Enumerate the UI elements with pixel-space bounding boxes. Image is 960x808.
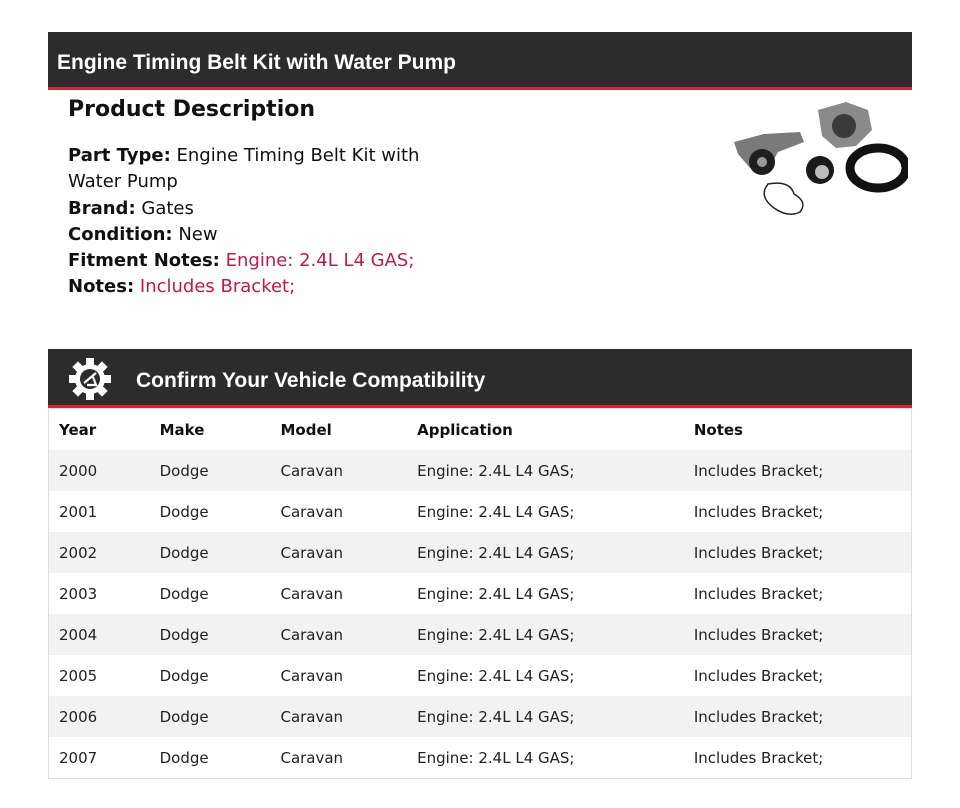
table-row bbox=[49, 532, 912, 573]
cell-make: Dodge bbox=[159, 584, 209, 603]
cell-make: Dodge bbox=[150, 696, 271, 737]
cell-notes: Includes Bracket; bbox=[693, 584, 824, 603]
cell-make: Dodge bbox=[150, 450, 271, 491]
cell-year: 2003 bbox=[59, 584, 98, 603]
cell-notes: Includes Bracket; bbox=[693, 666, 824, 685]
cell-make: Dodge bbox=[159, 666, 209, 685]
cell-notes: Includes Bracket; bbox=[684, 614, 912, 655]
table-row bbox=[49, 573, 912, 614]
part-type: Part Type: Engine Timing Belt Kit with Water Pump bbox=[68, 145, 420, 193]
cell-application: Engine: 2.4L L4 GAS; bbox=[407, 614, 684, 655]
gear-icon bbox=[68, 357, 112, 401]
product-description bbox=[68, 97, 428, 301]
cell-application: Engine: 2.4L L4 GAS; bbox=[407, 532, 684, 573]
column-header-year: Year bbox=[59, 420, 97, 439]
cell-year: 2005 bbox=[59, 666, 98, 685]
column-header-notes: Notes bbox=[693, 420, 743, 439]
cell-year: 2007 bbox=[59, 748, 98, 767]
cell-model: Caravan bbox=[270, 696, 407, 737]
cell-application: Engine: 2.4L L4 GAS; bbox=[417, 748, 575, 767]
column-header-make: Make bbox=[159, 420, 205, 439]
cell-year: 2002 bbox=[49, 532, 150, 573]
cell-make: Dodge bbox=[159, 748, 209, 767]
column-header-application: Application bbox=[417, 420, 513, 439]
product-title-bar bbox=[48, 32, 912, 90]
cell-notes: Includes Bracket; bbox=[684, 450, 912, 491]
table-header-row bbox=[49, 409, 912, 451]
cell-application: Engine: 2.4L L4 GAS; bbox=[407, 450, 684, 491]
condition: Condition: New bbox=[68, 223, 218, 245]
table-row bbox=[49, 450, 912, 491]
cell-model: Caravan bbox=[270, 450, 407, 491]
product-image bbox=[728, 96, 908, 220]
column-header-model: Model bbox=[280, 420, 332, 439]
table-row bbox=[49, 696, 912, 737]
compatibility-table bbox=[48, 408, 912, 779]
cell-notes: Includes Bracket; bbox=[684, 532, 912, 573]
cell-application: Engine: 2.4L L4 GAS; bbox=[407, 696, 684, 737]
brand: Brand: Gates bbox=[68, 197, 194, 219]
table-row bbox=[49, 614, 912, 655]
cell-year: 2000 bbox=[49, 450, 150, 491]
cell-model: Caravan bbox=[280, 502, 344, 521]
compatibility-bar bbox=[48, 349, 912, 408]
compatibility-title: Confirm Your Vehicle Compatibility bbox=[136, 369, 486, 392]
fitment-notes: Fitment Notes: Engine: 2.4L L4 GAS; bbox=[68, 250, 415, 272]
cell-application: Engine: 2.4L L4 GAS; bbox=[417, 584, 575, 603]
cell-model: Caravan bbox=[280, 748, 344, 767]
cell-model: Caravan bbox=[270, 532, 407, 573]
cell-application: Engine: 2.4L L4 GAS; bbox=[417, 502, 575, 521]
cell-year: 2001 bbox=[59, 502, 98, 521]
cell-notes: Includes Bracket; bbox=[684, 696, 912, 737]
cell-make: Dodge bbox=[150, 614, 271, 655]
cell-notes: Includes Bracket; bbox=[693, 502, 824, 521]
cell-make: Dodge bbox=[159, 502, 209, 521]
cell-model: Caravan bbox=[280, 584, 344, 603]
cell-make: Dodge bbox=[150, 532, 271, 573]
cell-notes: Includes Bracket; bbox=[693, 748, 824, 767]
description-heading: Product Description bbox=[68, 97, 316, 122]
cell-year: 2006 bbox=[49, 696, 150, 737]
cell-model: Caravan bbox=[280, 666, 344, 685]
product-title: Engine Timing Belt Kit with Water Pump bbox=[57, 51, 457, 74]
notes: Notes: Includes Bracket; bbox=[68, 276, 296, 298]
cell-year: 2004 bbox=[49, 614, 150, 655]
cell-model: Caravan bbox=[270, 614, 407, 655]
table-row bbox=[49, 491, 912, 532]
table-row bbox=[49, 737, 912, 779]
table-row bbox=[49, 655, 912, 696]
cell-application: Engine: 2.4L L4 GAS; bbox=[417, 666, 575, 685]
